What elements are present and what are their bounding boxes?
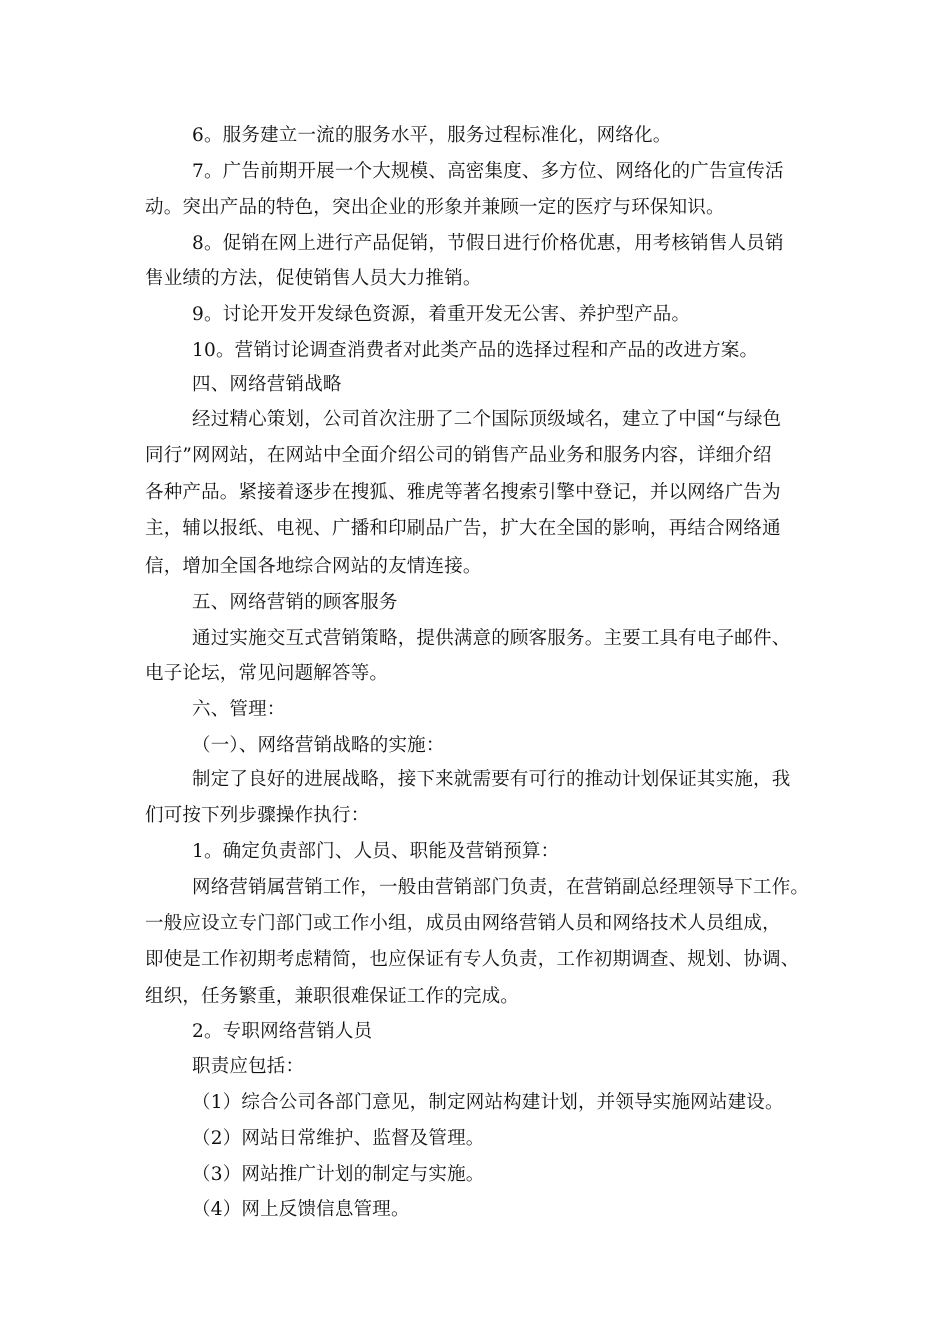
subsection-heading: （一）、网络营销战略的实施： [192, 735, 445, 756]
paragraph-line: 售业绩的方法，促使销售人员大力推销。 [145, 268, 482, 289]
list-item: （3）网站推广计划的制定与实施。 [192, 1164, 485, 1185]
paragraph-line: 职责应包括： [192, 1056, 305, 1077]
paragraph-line: 6。服务建立一流的服务水平，服务过程标准化，网络化。 [192, 125, 672, 146]
section-heading: 六、管理： [192, 699, 286, 720]
section-heading: 四、网络营销战略 [192, 374, 342, 395]
paragraph-line: 9。讨论开发开发绿色资源，着重开发无公害、养护型产品。 [192, 304, 691, 325]
list-item: （1）综合公司各部门意见，制定网站构建计划，并领导实施网站建设。 [192, 1092, 784, 1113]
paragraph-line: 即使是工作初期考虑精简，也应保证有专人负责，工作初期调查、规划、协调、 [145, 949, 800, 970]
paragraph-line: 各种产品。紧接着逐步在搜狐、雅虎等著名搜索引擎中登记，并以网络广告为 [145, 482, 781, 503]
list-heading: 1。确定负责部门、人员、职能及营销预算： [192, 841, 560, 862]
paragraph-line: 动。突出产品的特色，突出企业的形象并兼顾一定的医疗与环保知识。 [145, 197, 725, 218]
paragraph-line: 10。营销讨论调查消费者对此类产品的选择过程和产品的改进方案。 [192, 340, 759, 361]
paragraph-line: 制定了良好的进展战略，接下来就需要有可行的推动计划保证其实施，我 [192, 769, 791, 790]
paragraph-line: 经过精心策划，公司首次注册了二个国际顶级域名，建立了中国“与绿色 [192, 409, 782, 430]
list-item: （4）网上反馈信息管理。 [192, 1199, 410, 1220]
paragraph-line: 电子论坛，常见问题解答等。 [145, 663, 389, 684]
paragraph-line: 8。促销在网上进行产品促销，节假日进行价格优惠，用考核销售人员销 [192, 233, 784, 254]
list-item: （2）网站日常维护、监督及管理。 [192, 1128, 485, 1149]
paragraph-line: 一般应设立专门部门或工作小组，成员由网络营销人员和网络技术人员组成， [145, 913, 781, 934]
paragraph-line: 们可按下列步骤操作执行： [145, 805, 370, 826]
paragraph-line: 主，辅以报纸、电视、广播和印刷品广告，扩大在全国的影响，再结合网络通 [145, 518, 781, 539]
paragraph-line: 通过实施交互式营销策略，提供满意的顾客服务。主要工具有电子邮件、 [192, 628, 791, 649]
paragraph-line: 信，增加全国各地综合网站的友情连接。 [145, 556, 482, 577]
paragraph-line: 7。广告前期开展一个大规模、高密集度、多方位、网络化的广告宣传活 [192, 161, 784, 182]
section-heading: 五、网络营销的顾客服务 [192, 592, 398, 613]
list-heading: 2。专职网络营销人员 [192, 1021, 373, 1042]
paragraph-line: 同行”网网站，在网站中全面介绍公司的销售产品业务和服务内容，详细介绍 [145, 445, 772, 466]
paragraph-line: 网络营销属营销工作，一般由营销部门负责，在营销副总经理领导下工作。 [192, 877, 810, 898]
paragraph-line: 组织，任务繁重，兼职很难保证工作的完成。 [145, 986, 520, 1007]
